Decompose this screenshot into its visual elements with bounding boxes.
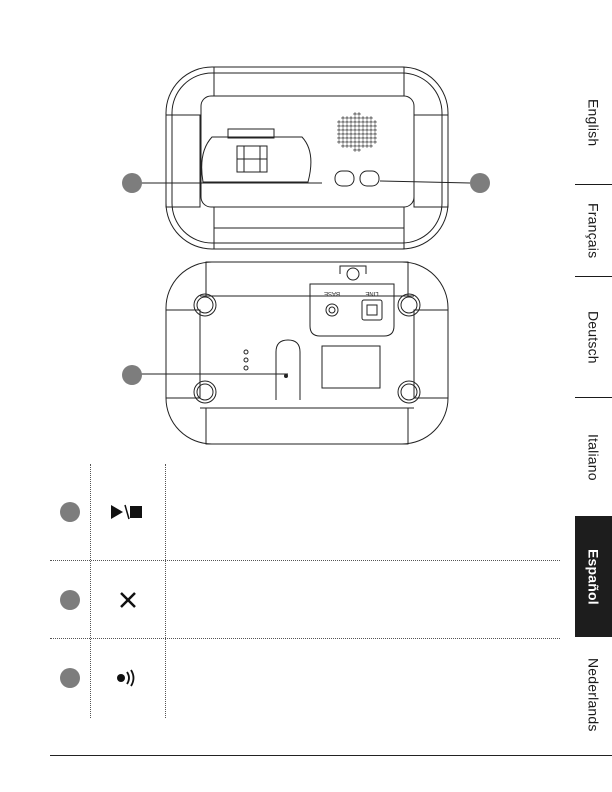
grille-hole — [354, 141, 356, 143]
row-2-marker — [60, 590, 80, 610]
paging-icon — [110, 666, 146, 690]
grille-hole — [358, 117, 360, 119]
grille-hole — [362, 125, 364, 127]
grille-hole — [366, 125, 368, 127]
grille-hole — [366, 133, 368, 135]
grille-hole — [342, 129, 344, 131]
grille-hole — [366, 129, 368, 131]
close-icon — [110, 588, 146, 612]
grille-hole — [346, 145, 348, 147]
grille-hole — [346, 141, 348, 143]
grille-hole — [354, 117, 356, 119]
lang-tab-nederlands[interactable]: Nederlands — [585, 658, 602, 732]
line-jack-label: LINE — [365, 290, 379, 296]
base-bottom-view — [166, 262, 448, 444]
callout-2-marker — [470, 173, 490, 193]
table-column-divider — [90, 464, 91, 718]
grille-hole — [362, 129, 364, 131]
grille-hole — [366, 141, 368, 143]
grille-hole — [358, 121, 360, 123]
paging-symbol-icon — [284, 374, 288, 378]
grille-hole — [350, 117, 352, 119]
grille-hole — [350, 121, 352, 123]
grille-hole — [358, 125, 360, 127]
grille-hole — [342, 141, 344, 143]
grille-hole — [374, 125, 376, 127]
grille-hole — [354, 125, 356, 127]
row-3-marker — [60, 668, 80, 688]
grille-hole — [350, 133, 352, 135]
grille-hole — [374, 133, 376, 135]
grille-hole — [342, 125, 344, 127]
grille-hole — [374, 129, 376, 131]
lang-tab-espanol[interactable]: Español — [575, 516, 612, 637]
footer-rule — [50, 755, 612, 756]
grille-hole — [350, 141, 352, 143]
grille-hole — [358, 149, 360, 151]
grille-hole — [362, 133, 364, 135]
grille-hole — [354, 145, 356, 147]
grille-hole — [374, 137, 376, 139]
lang-tab-francais[interactable]: Français — [585, 202, 602, 259]
grille-hole — [362, 145, 364, 147]
play-stop-icon — [100, 500, 150, 524]
lang-tab-english[interactable]: English — [585, 99, 602, 147]
grille-hole — [354, 137, 356, 139]
grille-hole — [338, 129, 340, 131]
grille-hole — [370, 137, 372, 139]
grille-hole — [370, 145, 372, 147]
callout-3-marker — [122, 365, 142, 385]
grille-hole — [366, 137, 368, 139]
grille-hole — [346, 133, 348, 135]
speaker-grille-icon — [338, 113, 376, 151]
grille-hole — [350, 129, 352, 131]
base-jack-label: BASE — [323, 290, 341, 296]
grille-hole — [370, 117, 372, 119]
grille-hole — [370, 141, 372, 143]
grille-hole — [370, 129, 372, 131]
grille-hole — [338, 141, 340, 143]
grille-hole — [370, 125, 372, 127]
grille-hole — [366, 145, 368, 147]
grille-hole — [354, 113, 356, 115]
play-stop-button-shape — [335, 171, 354, 186]
grille-hole — [346, 137, 348, 139]
grille-hole — [358, 145, 360, 147]
grille-hole — [350, 145, 352, 147]
grille-hole — [346, 129, 348, 131]
base-top-view — [166, 67, 448, 249]
row-1-marker — [60, 502, 80, 522]
grille-hole — [350, 125, 352, 127]
grille-hole — [342, 121, 344, 123]
grille-hole — [338, 137, 340, 139]
grille-hole — [346, 121, 348, 123]
grille-hole — [358, 133, 360, 135]
table-row-divider — [50, 560, 560, 561]
grille-hole — [358, 113, 360, 115]
grille-hole — [342, 145, 344, 147]
grille-hole — [366, 117, 368, 119]
grille-hole — [358, 137, 360, 139]
grille-hole — [338, 133, 340, 135]
grille-hole — [362, 141, 364, 143]
grille-hole — [338, 121, 340, 123]
delete-button-shape — [360, 171, 379, 186]
grille-hole — [354, 133, 356, 135]
grille-hole — [354, 121, 356, 123]
grille-hole — [358, 129, 360, 131]
grille-hole — [374, 141, 376, 143]
grille-hole — [342, 137, 344, 139]
grille-hole — [342, 117, 344, 119]
table-row-divider — [50, 638, 560, 639]
grille-hole — [350, 137, 352, 139]
callout-1-marker — [122, 173, 142, 193]
grille-hole — [370, 121, 372, 123]
grille-hole — [362, 121, 364, 123]
grille-hole — [346, 117, 348, 119]
grille-hole — [374, 121, 376, 123]
grille-hole — [362, 137, 364, 139]
grille-hole — [370, 133, 372, 135]
grille-hole — [366, 121, 368, 123]
table-column-divider — [165, 464, 166, 718]
grille-hole — [338, 125, 340, 127]
grille-hole — [362, 117, 364, 119]
lang-tab-italiano[interactable]: Italiano — [585, 433, 602, 481]
grille-hole — [354, 129, 356, 131]
grille-hole — [354, 149, 356, 151]
grille-hole — [346, 125, 348, 127]
lang-tab-deutsch[interactable]: Deutsch — [585, 310, 602, 364]
grille-hole — [358, 141, 360, 143]
grille-hole — [342, 133, 344, 135]
